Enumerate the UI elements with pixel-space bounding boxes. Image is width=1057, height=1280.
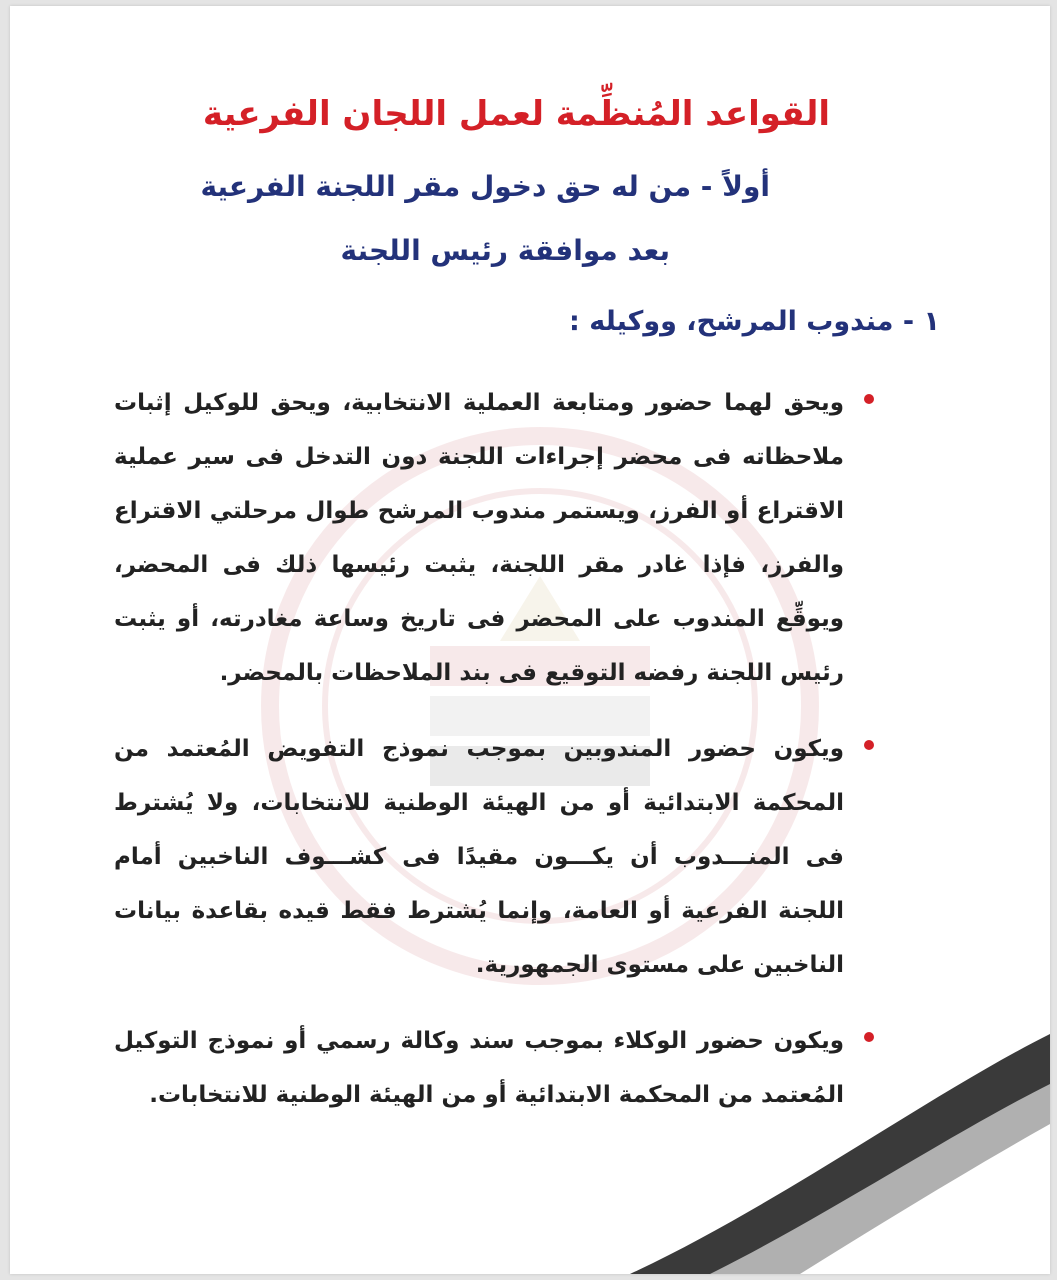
subheading-entry-rights: أولاً - من له حق دخول مقر اللجنة الفرعية — [200, 170, 770, 203]
section-heading-candidate-delegate: ١ - مندوب المرشح، ووكيله : — [569, 306, 940, 337]
bullet-dot-icon — [864, 394, 874, 404]
list-item-text: ويكون حضور الوكلاء بموجب سند وكالة رسمي أو نموذج التوكيل المُعتمد من المحكمة الابتدائية أو من الهيئة الوطنية للانتخابات. — [114, 1028, 844, 1108]
bullet-dot-icon — [864, 740, 874, 750]
document-page — [10, 6, 1050, 1274]
bullet-dot-icon — [864, 1032, 874, 1042]
list-item — [114, 1014, 880, 1122]
list-item — [114, 376, 880, 700]
list-item-text: ويحق لهما حضور ومتابعة العملية الانتخابية، ويحق للوكيل إثبات ملاحظاته فى محضر إجراءات اللجنة دون التدخل فى سير عملية الاقتراع أو الفرز، ويستمر مندوب المرشح طوال مرحلتي الاقتراع والفرز، فإذا غادر مقر اللجنة، يثبت رئيسها ذلك فى المحضر، ويوقِّع المندوب على المحضر فى تاريخ وساعة مغادرته، أو يثبت رئيس اللجنة رفضه التوقيع فى بند الملاحظات بالمحضر. — [114, 390, 844, 686]
rules-list — [114, 376, 880, 1144]
subheading-approval: بعد موافقة رئيس اللجنة — [340, 234, 670, 267]
list-item — [114, 722, 880, 992]
list-item-text: ويكون حضور المندوبين بموجب نموذج التفويض المُعتمد من المحكمة الابتدائية أو من الهيئة الوطنية للانتخابات، ولا يُشترط فى المنـــدوب أن يكـــون مقيدًا فى كشـــوف الناخبين أمام اللجنة الفرعية أو العامة، وإنما يُشترط فقط قيده بقاعدة بيانات الناخبين على مستوى الجمهورية. — [114, 736, 844, 978]
document-title: القواعد المُنظِّمة لعمل اللجان الفرعية — [202, 94, 830, 134]
